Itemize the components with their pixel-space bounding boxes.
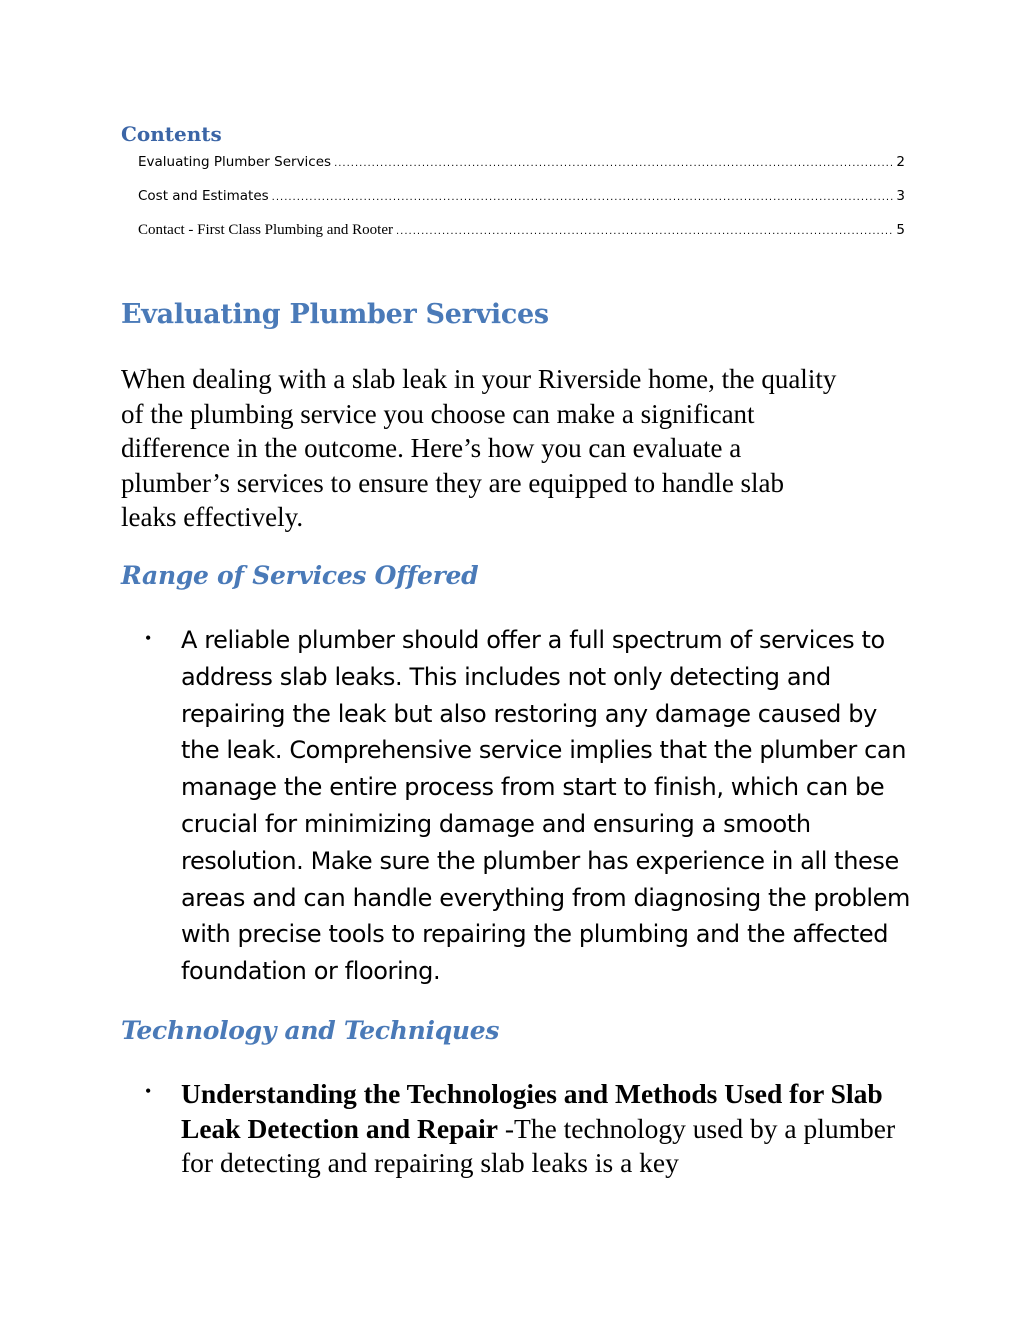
toc-page-number[interactable]: 5	[896, 222, 905, 238]
toc-entry-title[interactable]: Evaluating Plumber Services	[138, 154, 332, 170]
toc-entry-title[interactable]: Cost and Estimates	[138, 188, 269, 204]
toc-leader-dots	[396, 222, 893, 242]
bullet-bold-lead: Understanding the Technologies and Methods Used for Slab Leak Detection and Repair	[181, 1078, 883, 1144]
bullet-text: A reliable plumber should offer a full spectrum of services to address slab leaks. This includes not only detecting and repairing the leak but also restoring any damage caused by the leak. Comprehensive service implies that the plumber can manage the entire process from start to finish, which can be crucial for minimizing damage and ensuring a smooth resolution. Make sure the plumber has experience in all these areas and can handle everything from diagnosing the problem with precise tools to repairing the plumbing and the affected foundation or flooring.	[181, 626, 910, 986]
bullet-icon: •	[145, 1081, 152, 1101]
toc-entry-contact[interactable]	[138, 220, 905, 254]
toc-page-number[interactable]: 3	[896, 188, 905, 204]
list-item	[145, 1077, 915, 1181]
section-heading-evaluating: Evaluating Plumber Services	[121, 299, 549, 330]
toc-entry-title[interactable]: Contact - First Class Plumbing and Rooter	[138, 222, 393, 238]
bullet-rest-text: -The technology used by a plumber for detecting and repairing slab leaks is a key	[181, 1112, 896, 1179]
bullet-text	[181, 1077, 915, 1181]
toc-entry-evaluating[interactable]	[138, 152, 905, 186]
subheading-technology-techniques: Technology and Techniques	[121, 1016, 500, 1045]
toc-page-number[interactable]: 2	[896, 154, 905, 170]
toc-entry-cost[interactable]	[138, 186, 905, 220]
list-item	[145, 622, 915, 990]
table-of-contents	[121, 120, 905, 254]
intro-paragraph: When dealing with a slab leak in your Riverside home, the quality of the plumbing service you choose can make a significant difference in the outcome. Here’s how you can evaluate a plumber’s services to ensure they are equipped to handle slab leaks effectively.	[121, 364, 837, 533]
bullet-icon: •	[145, 628, 152, 648]
toc-leader-dots	[272, 188, 894, 208]
toc-leader-dots	[334, 154, 893, 174]
subheading-range-of-services: Range of Services Offered	[121, 561, 479, 590]
toc-heading: Contents	[121, 122, 222, 146]
